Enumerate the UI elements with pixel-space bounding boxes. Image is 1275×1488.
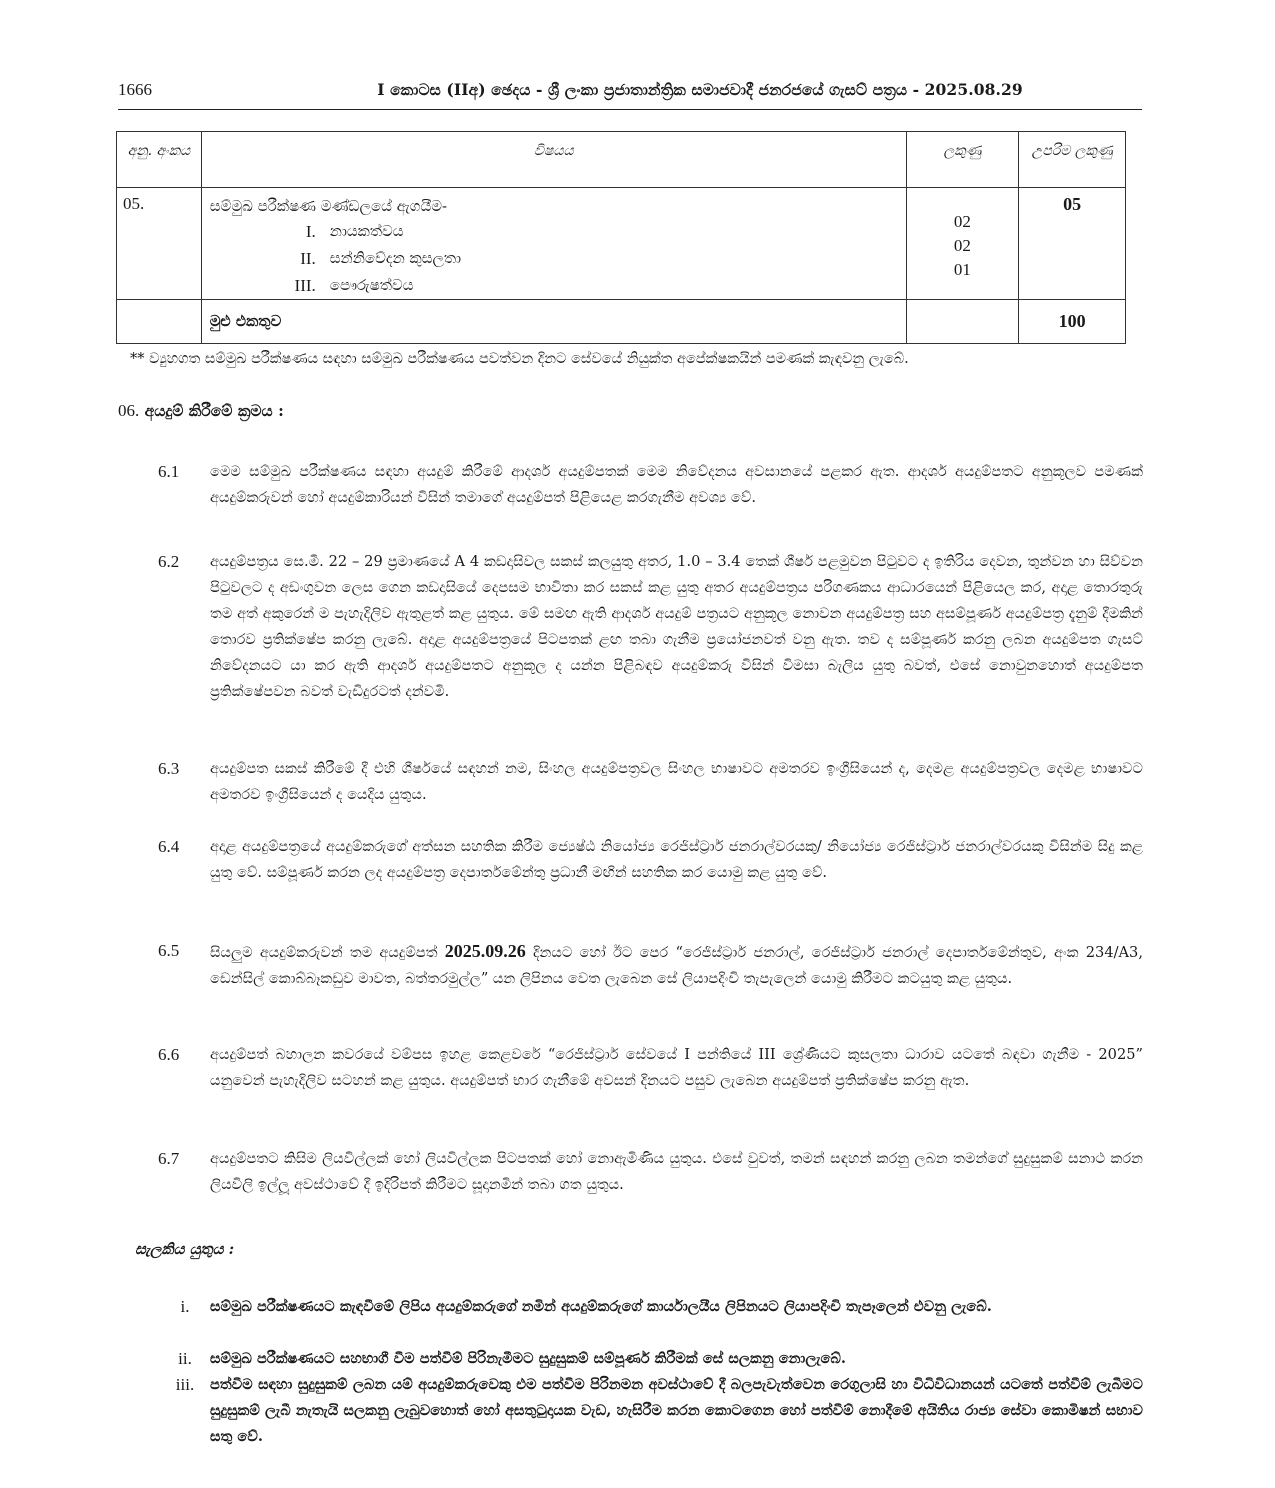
sub-item-roman: I. bbox=[305, 222, 316, 241]
section-heading bbox=[118, 401, 284, 421]
header-marks: ලකුණු bbox=[906, 132, 1019, 188]
total-empty-cell bbox=[906, 300, 1019, 344]
table-header-row bbox=[117, 132, 1126, 188]
page-header bbox=[118, 78, 1142, 108]
sub-item bbox=[210, 218, 906, 245]
paragraph-text-start: සියලුම අයදුම්කරුවන් තම අයදුම්පත් bbox=[210, 944, 445, 961]
subject-title: සම්මුඛ පරීක්ෂණ මණ්ඩලයේ ඇගයීම- bbox=[209, 197, 448, 215]
paragraph-number: 6.5 bbox=[158, 941, 180, 960]
paragraph-text: අයදුම්පතට කිසිම ලියවිල්ලක් හෝ ලියවිල්ලක පිටපතක් හෝ නොඇමිණිය යුතුය. එසේ වුවත්, තමන් සඳහන් කරනු ලබන තමන්ගේ සුදුසුකම් සනාථ කරන ලියවිලි ඉල්ලූ අවස්ථාවේ දී ඉදිරිපත් කිරීමට සූදානමින් තබා ගත යුතුය. bbox=[210, 1150, 1143, 1193]
total-value: 100 bbox=[1019, 300, 1126, 344]
row-serial: 05. bbox=[117, 188, 202, 300]
deadline-date: 2025.09.26 bbox=[444, 941, 526, 961]
paragraph-number: 6.3 bbox=[158, 759, 180, 778]
sub-item-marks: 02 bbox=[953, 212, 971, 231]
paragraph-text-end: දිනයට හෝ ඊට පෙර “රෙජිස්ට්‍රාර් ජනරාල්, රෙජිස්ට්‍රාර් ජනරාල් දෙපාර්තමේන්තුව, අංක 234/A3, ඩෙන්සිල් කොබ්බෑකඩුව මාවත, බත්තරමුල්ල” යන ලිපිනය වෙත ලැබෙන සේ ලියාපදිංචි තැපැලෙන් යොමු කිරීමට කටයුතු කළ යුතුය. bbox=[210, 944, 1143, 987]
row-marks bbox=[906, 188, 1019, 300]
page-number: 1666 bbox=[118, 80, 152, 99]
paragraph bbox=[158, 549, 1143, 705]
paragraph-number: 6.4 bbox=[158, 837, 180, 856]
note-text: පත්වීම සඳහා සුදුසුකම් ලබන යම් අයදුම්කරුවෙකු එම පත්වීම පිරිනමන අවස්ථාවේ දී බලපැවැත්වෙන රෙගුලාසි හා විධිවිධානයන් යටතේ පත්වීම් ලැබීමට සුදුසුකම් ලැබී නැතැයි සලකනු ලැබුවහොත් හෝ අසතුටුදායක වැඩ, හැසිරීම කරන කොටගෙන හෝ පත්වීම් නොදීමේ අයිතිය රාජ්‍ය සේවා කොමිෂන් සභාව සතු වේ. bbox=[210, 1376, 1143, 1445]
table-row bbox=[117, 188, 1126, 300]
marks-table bbox=[116, 131, 1126, 344]
total-empty-cell bbox=[117, 300, 202, 344]
note-number: iii. bbox=[175, 1375, 195, 1394]
total-label: මුළු එකතුව bbox=[201, 300, 906, 344]
paragraph-number: 6.6 bbox=[158, 1045, 180, 1064]
sub-item-marks: 02 bbox=[953, 236, 971, 255]
footnote: ** ව්‍යුහගත සම්මුඛ පරීක්ෂණය සඳහා සම්මුඛ පරීක්ෂණය පවත්වන දිනට සේවයේ නියුක්ත අපේක්ෂකයින් පමණක් කැඳවනු ලැබේ. bbox=[130, 351, 909, 367]
paragraph-number: 6.7 bbox=[158, 1149, 180, 1168]
note-item bbox=[160, 1372, 1143, 1450]
paragraph bbox=[158, 1146, 1143, 1198]
sub-item-roman: II. bbox=[300, 249, 316, 268]
paragraph bbox=[158, 834, 1143, 886]
row-subject bbox=[201, 188, 906, 300]
note-text: සම්මුඛ පරීක්ෂණයට කැඳවීමේ ලිපිය අයදුම්කරුගේ නමින් අයදුම්කරුගේ කාර්යාලයීය ලිපිනයට ලියාපදිංචි තැපෑලෙන් එවනු ලැබේ. bbox=[210, 1298, 992, 1315]
paragraph-number: 6.2 bbox=[158, 552, 180, 571]
note-number: i. bbox=[180, 1297, 190, 1316]
row-max-marks: 05 bbox=[1019, 188, 1126, 300]
running-title: I කොටස (IIඅ) ඡෙදය - ශ්‍රී ලංකා ප්‍රජාතාන්ත්‍රික සමාජවාදී ජනරජයේ ගැසට් පත්‍රය - 2025.08.29 bbox=[377, 80, 1023, 99]
note-number: ii. bbox=[178, 1349, 192, 1368]
paragraph-text: අදාළ අයදුම්පත්‍රයේ අයදුම්කරුගේ අත්සන සහතික කිරීම ජ්‍යෙෂ්ඨ නියෝජ්‍ය රෙජිස්ට්‍රාර් ජනරාල්වරයකු/ නියෝජ්‍ය රෙජිස්ට්‍රාර් ජනරාල්වරයකු විසින්ම සිදු කළ යුතු වේ. සම්පූර්ණ කරන ලද අයදුම්පත්‍ර දෙපාර්තමේන්තු ප්‍රධානී මඟින් සහතික කර යොමු කළ යුතු වේ. bbox=[210, 838, 1143, 881]
table-total-row bbox=[117, 300, 1126, 344]
paragraph-text bbox=[210, 938, 1143, 992]
notes-title: සැලකිය යුතුය : bbox=[135, 1240, 235, 1258]
paragraph-text: අයදුම්පත්‍රය සෙ.මී. 22 – 29 ප්‍රමාණයේ A 4 කඩදාසිවල සකස් කලයුතු අතර, 1.0 – 3.4 තෙක් ශීර්ෂ පළමුවන පිටුවට ද ඉතිරිය දෙවන, තුන්වන හා සිව්වන පිටුවලට ද අඩංගුවන ලෙස ගෙන කඩදාසියේ දෙපසම භාවිතා කර සකස් කළ යුතු අතර අයදුම්පත්‍රය පරිගණකය ආධාරයෙන් පිළියෙල කර, අදාළ තොරතුරු තම අත් අකුරෙන් ම පැහැදිලිව ඇතුළත් කළ යුතුය. මේ සමඟ ඇති ආදර්ශ අයදුම් පත්‍රයට අනුකූල නොවන අයදුම්පත්‍ර සහ අසම්පූර්ණ අයදුම්පත්‍ර දැනුම් දීමකින් තොරව ප්‍රතික්ෂේප කරනු ලැබේ. අදාළ අයදුම්පත්‍රයේ පිටපතක් ළඟ තබා ගැනීම ප්‍රයෝජනවත් වනු ඇත. තව ද සම්පූර්ණ කරනු ලබන අයදුම්පත ගැසට් නිවේදනයට යා කර ඇති ආදර්ශ අයදුම්පතට අනුකූල ද යන්න පිළිබඳව අයදුම්කරු විසින් විමසා බැලිය යුතු බවත්, එසේ නොවුනහොත් අයදුම්පත ප්‍රතික්ෂේපවන බවත් වැඩිදුරටත් දන්වමි. bbox=[210, 553, 1143, 700]
sub-item-label: සන්නිවේදන කුසලතා bbox=[329, 249, 462, 267]
note-text: සම්මුඛ පරීක්ෂණයට සහභාගී වීම පත්වීම් පිරිනැමීමට සුදුසුකම් සම්පූර්ණ කිරීමක් සේ සලකනු නොලැබේ. bbox=[210, 1350, 846, 1367]
paragraph bbox=[158, 1042, 1143, 1094]
sub-item-label: නායකත්වය bbox=[329, 222, 404, 240]
paragraph-number: 6.1 bbox=[158, 462, 180, 481]
header-serial: අනු. අංකය bbox=[117, 132, 202, 188]
section-title: අයදුම් කිරීමේ ක්‍රමය : bbox=[144, 401, 284, 420]
paragraph bbox=[158, 938, 1143, 992]
paragraph bbox=[158, 459, 1143, 511]
header-rule bbox=[118, 109, 1142, 110]
header-subject: විෂයය bbox=[201, 132, 906, 188]
section-number: 06. bbox=[118, 401, 140, 420]
note-item bbox=[160, 1346, 1143, 1372]
paragraph-text: අයදුම්පත් බහාලන කවරයේ වම්පස ඉහළ කෙළවරේ “රෙජිස්ට්‍රාර් සේවයේ I පන්තියේ III ශ්‍රේණියට කුසලතා ධාරාව යටතේ බඳවා ගැනීම - 2025” යනුවෙන් පැහැදිලිව සටහන් කළ යුතුය. අයදුම්පත් භාර ගැනීමේ අවසන් දිනයට පසුව ලැබෙන අයදුම්පත් ප්‍රතික්ෂේප කරනු ඇත. bbox=[210, 1046, 1143, 1089]
paragraph-text: මෙම සම්මුඛ පරීක්ෂණය සඳහා අයදුම් කිරීමේ ආදර්ශ අයදුම්පතක් මෙම නිවේදනය අවසානයේ පළකර ඇත. ආදර්ශ අයදුම්පතට අනුකූලව පමණක් අයදුම්කරුවන් හෝ අයදුම්කාරියන් විසින් තමාගේ අයදුම්පත් පිළියෙළ කරගැනීම අවශ්‍ය වේ. bbox=[210, 463, 1143, 506]
sub-item-label: පෞරුෂත්වය bbox=[329, 276, 414, 294]
header-max-marks: උපරිම ලකුණු bbox=[1019, 132, 1126, 188]
sub-item bbox=[210, 245, 906, 272]
sub-item bbox=[210, 272, 906, 299]
note-item bbox=[160, 1294, 1143, 1320]
sub-item-roman: III. bbox=[294, 276, 316, 295]
sub-item-marks: 01 bbox=[953, 260, 971, 279]
paragraph-text: අයදුම්පත සකස් කිරීමේ දී එහි ශීර්ෂයේ සඳහන් නම, සිංහල අයදුම්පත්‍රවල සිංහල භාෂාවට අමතරව ඉංග්‍රීසියෙන් ද, දෙමළ අයදුම්පත්‍රවල දෙමළ භාෂාවට අමතරව ඉංග්‍රීසියෙන් ද යෙදිය යුතුය. bbox=[210, 760, 1143, 803]
paragraph bbox=[158, 756, 1143, 808]
